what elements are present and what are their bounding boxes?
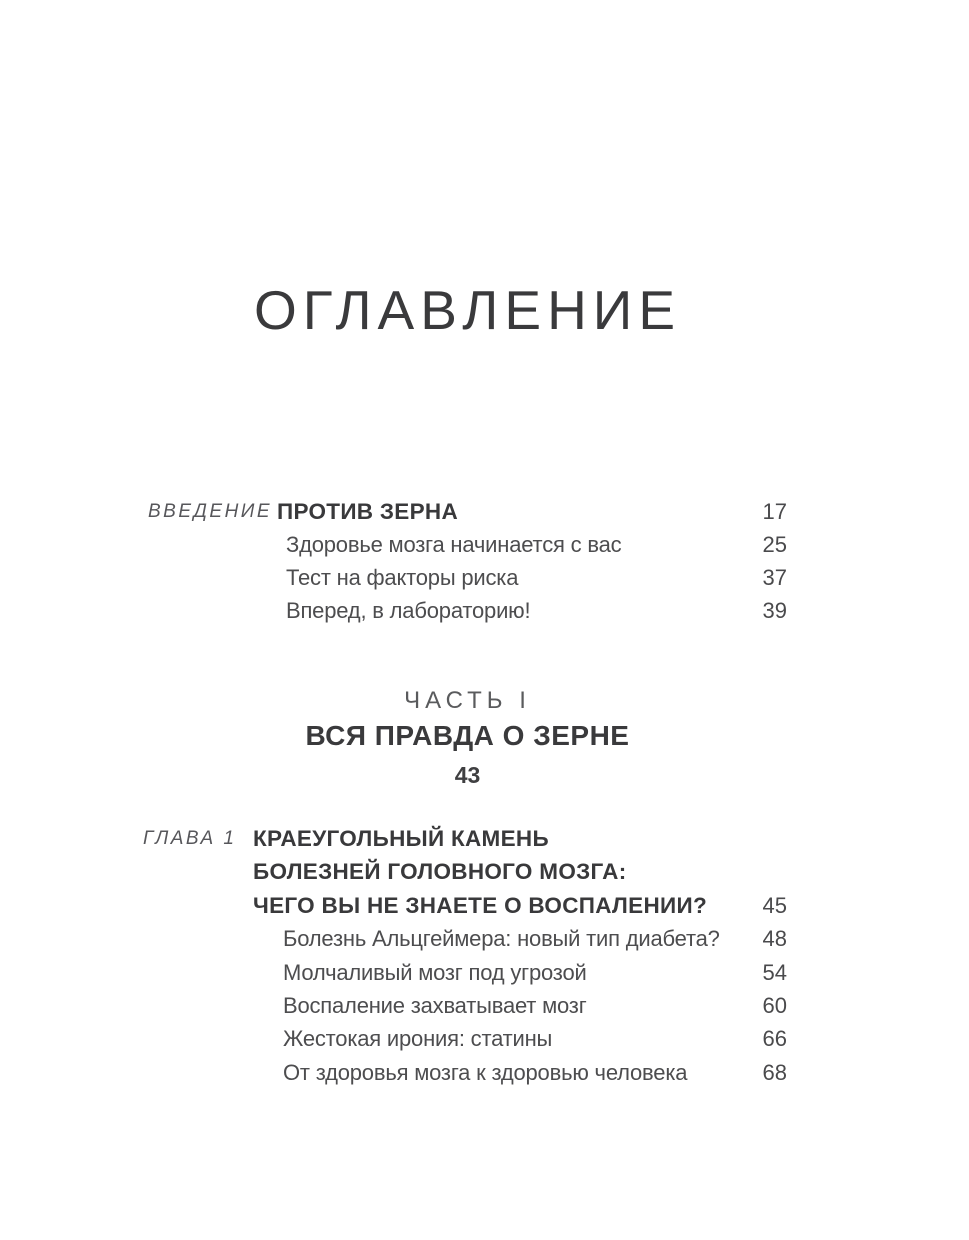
entry-title: От здоровья мозга к здоровью человека: [283, 1060, 688, 1085]
part-title: ВСЯ ПРАВДА О ЗЕРНЕ: [305, 720, 630, 751]
entry-title-line: ЧЕГО ВЫ НЕ ЗНАЕТЕ О ВОСПАЛЕНИИ?: [253, 893, 707, 918]
toc-entry: [0, 495, 969, 528]
toc-subentry: [0, 956, 969, 989]
entry-title: Молчаливый мозг под угрозой: [283, 960, 587, 985]
page-number: 39: [762, 598, 787, 623]
toc-subentry: [0, 1056, 969, 1089]
part-page-number: 43: [454, 762, 481, 788]
entry-title-line: БОЛЕЗНЕЙ ГОЛОВНОГО МОЗГА:: [253, 859, 627, 884]
page-number: 54: [762, 960, 787, 985]
toc-entry: [0, 889, 969, 922]
page-number: 48: [762, 926, 787, 951]
toc-subentry: [0, 561, 969, 594]
toc-subentry: [0, 528, 969, 561]
entry-title-line: КРАЕУГОЛЬНЫЙ КАМЕНЬ: [253, 826, 549, 851]
page-number: 45: [762, 893, 787, 918]
toc-entry: [0, 822, 969, 855]
toc-subentry: [0, 1022, 969, 1055]
entry-title: ПРОТИВ ЗЕРНА: [277, 499, 459, 524]
section-label: ГЛАВА 1: [143, 828, 237, 849]
section-label: ВВЕДЕНИЕ: [148, 501, 273, 522]
toc-subentry: [0, 922, 969, 955]
toc-subentry: [0, 594, 969, 627]
page-number: 66: [762, 1026, 787, 1051]
entry-title: Вперед, в лабораторию!: [286, 598, 531, 623]
entry-title: Болезнь Альцгеймера: новый тип диабета?: [283, 926, 720, 951]
entry-title: Тест на факторы риска: [286, 565, 519, 590]
page-number: 25: [762, 532, 787, 557]
page-number: 60: [762, 993, 787, 1018]
entry-title: Жестокая ирония: статины: [283, 1026, 553, 1051]
toc-entry: [0, 855, 969, 888]
part-kicker: ЧАСТЬ I: [404, 687, 531, 714]
page-number: 37: [762, 565, 787, 590]
entry-title: Здоровье мозга начинается с вас: [286, 532, 622, 557]
page-title: ОГЛАВЛЕНИЕ: [253, 279, 682, 341]
page-number: 17: [762, 499, 787, 524]
page-number: 68: [762, 1060, 787, 1085]
entry-title: Воспаление захватывает мозг: [283, 993, 587, 1018]
toc-subentry: [0, 989, 969, 1022]
